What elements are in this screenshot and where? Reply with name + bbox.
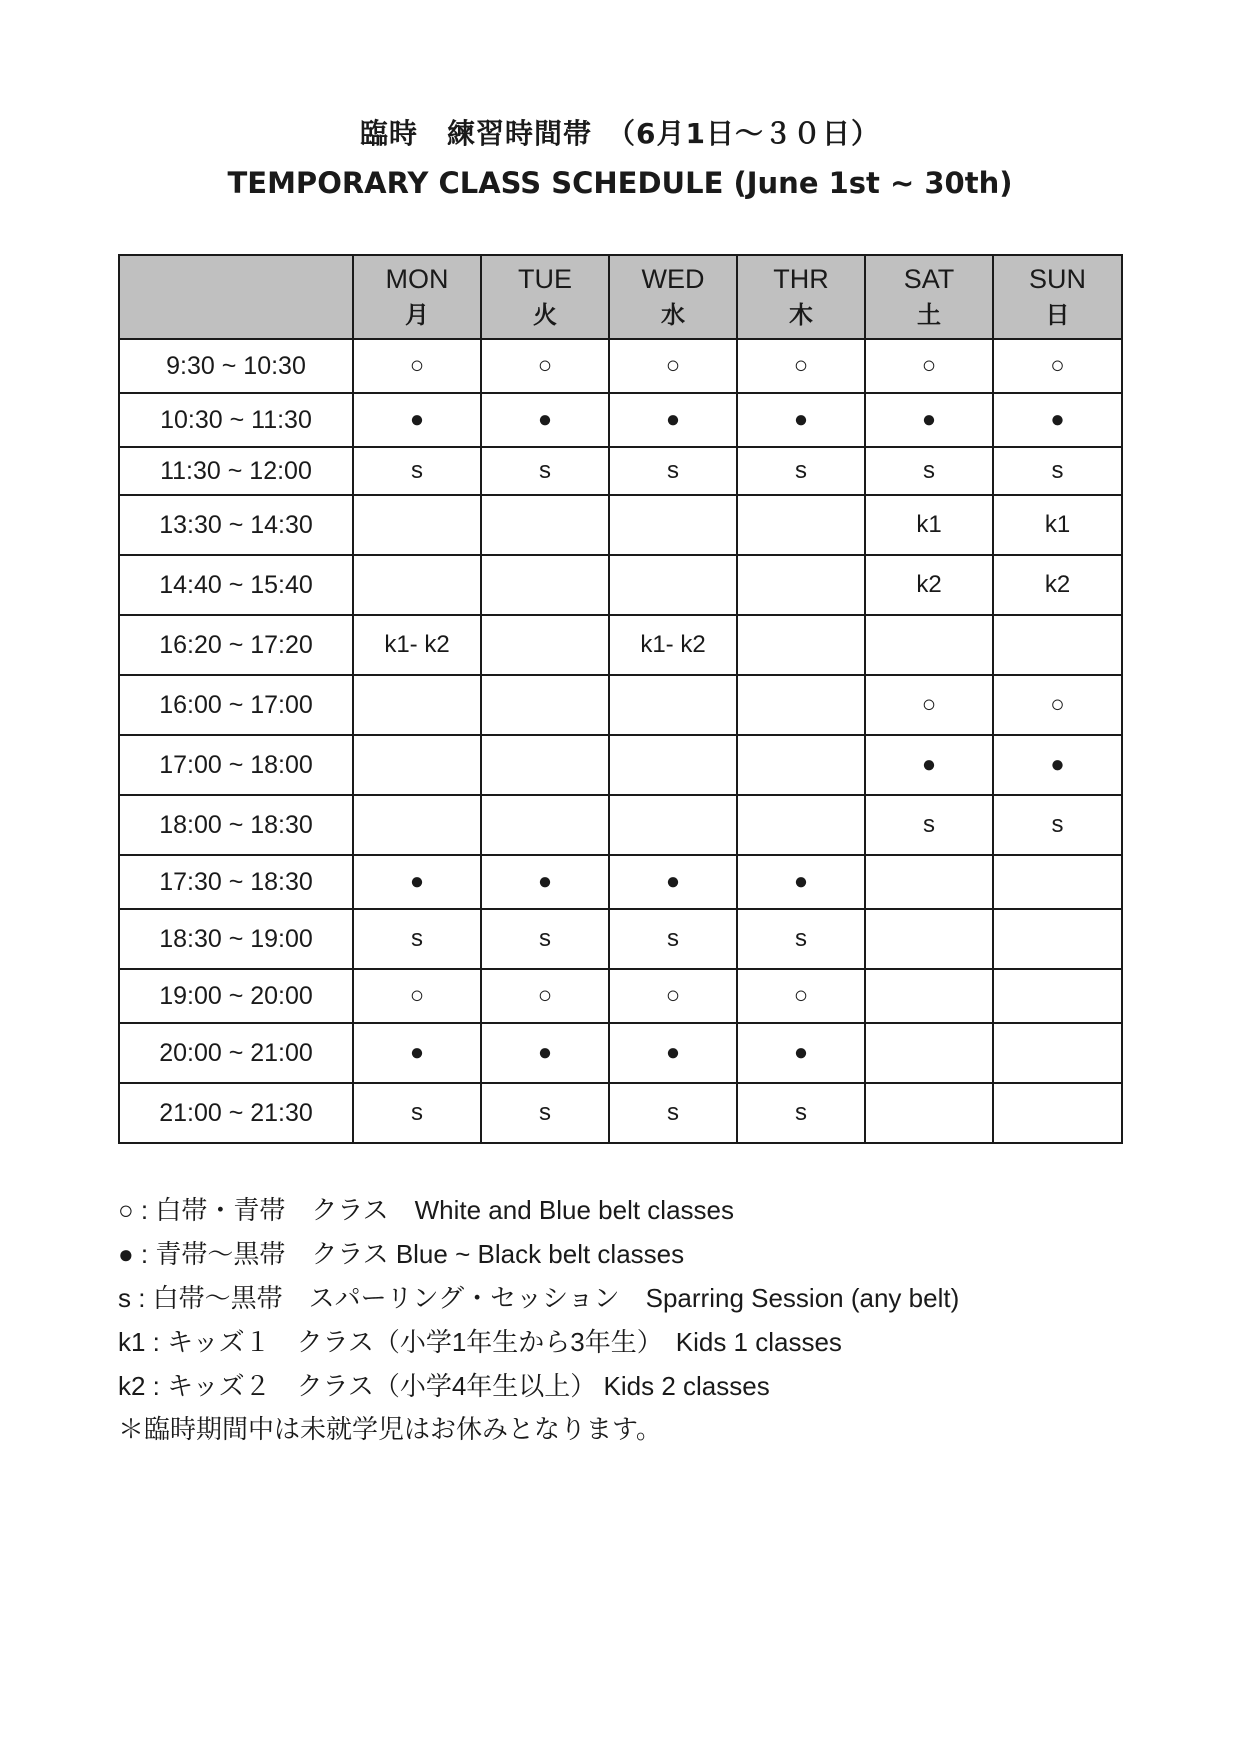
class-cell <box>609 555 737 615</box>
class-cell: ● <box>481 393 609 447</box>
class-cell: ● <box>353 855 481 909</box>
class-cell: ○ <box>353 339 481 393</box>
class-cell <box>865 615 993 675</box>
class-cell: k1 <box>993 495 1122 555</box>
class-cell: s <box>737 909 865 969</box>
page-title-japanese: 臨時 練習時間帯 （6月1日〜３０日） <box>360 117 880 150</box>
class-cell <box>993 969 1122 1023</box>
table-row <box>119 735 1122 795</box>
day-label-jp: 月 <box>405 301 429 329</box>
class-cell: ○ <box>481 339 609 393</box>
class-cell <box>353 735 481 795</box>
class-cell <box>481 675 609 735</box>
class-cell <box>993 615 1122 675</box>
class-cell <box>737 495 865 555</box>
page-title-english: TEMPORARY CLASS SCHEDULE (June 1st ~ 30th) <box>227 166 1013 200</box>
class-cell <box>481 795 609 855</box>
class-cell: s <box>865 447 993 495</box>
table-row <box>119 675 1122 735</box>
time-slot-cell: 11:30 ~ 12:00 <box>119 447 353 495</box>
table-row <box>119 495 1122 555</box>
header-corner-cell <box>119 255 353 339</box>
class-cell: ● <box>609 1023 737 1083</box>
table-header-row <box>119 255 1122 339</box>
class-cell: k2 <box>993 555 1122 615</box>
time-slot-cell: 9:30 ~ 10:30 <box>119 339 353 393</box>
time-slot-cell: 16:00 ~ 17:00 <box>119 675 353 735</box>
table-row <box>119 393 1122 447</box>
class-cell: s <box>609 1083 737 1143</box>
class-cell <box>353 795 481 855</box>
class-cell <box>993 1083 1122 1143</box>
table-row <box>119 909 1122 969</box>
class-cell <box>737 615 865 675</box>
class-cell: ● <box>737 1023 865 1083</box>
class-cell: s <box>737 447 865 495</box>
class-cell <box>737 675 865 735</box>
header-day-thr <box>737 255 865 339</box>
class-cell: s <box>993 447 1122 495</box>
class-cell: ○ <box>609 339 737 393</box>
class-cell <box>481 555 609 615</box>
class-cell: s <box>353 447 481 495</box>
time-slot-cell: 18:30 ~ 19:00 <box>119 909 353 969</box>
day-label-jp: 水 <box>661 301 685 329</box>
class-cell: ○ <box>353 969 481 1023</box>
time-slot-cell: 16:20 ~ 17:20 <box>119 615 353 675</box>
class-cell: ○ <box>993 339 1122 393</box>
day-label-en: THR <box>773 264 829 294</box>
class-cell <box>865 969 993 1023</box>
class-cell <box>865 855 993 909</box>
class-cell: k1- k2 <box>353 615 481 675</box>
time-slot-cell: 14:40 ~ 15:40 <box>119 555 353 615</box>
class-cell: ○ <box>993 675 1122 735</box>
class-cell: s <box>609 447 737 495</box>
table-row <box>119 447 1122 495</box>
class-cell: s <box>993 795 1122 855</box>
header-day-mon <box>353 255 481 339</box>
class-cell: s <box>481 447 609 495</box>
class-cell: ● <box>993 735 1122 795</box>
time-slot-cell: 20:00 ~ 21:00 <box>119 1023 353 1083</box>
table-row <box>119 795 1122 855</box>
legend <box>118 1188 1118 1452</box>
class-cell: ○ <box>737 339 865 393</box>
table-row <box>119 615 1122 675</box>
class-cell: ● <box>609 393 737 447</box>
legend-item-blue-black: ● : 青帯〜黒帯 クラス Blue ~ Black belt classes <box>118 1239 685 1269</box>
schedule-table <box>118 254 1123 1144</box>
day-label-en: SAT <box>903 264 955 294</box>
legend-item-white-blue: ○ : 白帯・青帯 クラス White and Blue belt classes <box>118 1195 734 1225</box>
table-row <box>119 855 1122 909</box>
day-label-en: SUN <box>1028 264 1086 294</box>
time-slot-cell: 10:30 ~ 11:30 <box>119 393 353 447</box>
class-cell <box>737 795 865 855</box>
table-row <box>119 1023 1122 1083</box>
class-cell: s <box>737 1083 865 1143</box>
class-cell: ● <box>865 393 993 447</box>
legend-note-preschool: ＊臨時期間中は未就学児はお休みとなります。 <box>118 1415 662 1445</box>
day-label-jp: 土 <box>917 301 941 329</box>
time-slot-cell: 13:30 ~ 14:30 <box>119 495 353 555</box>
class-cell <box>481 615 609 675</box>
class-cell <box>353 555 481 615</box>
class-cell: s <box>609 909 737 969</box>
class-cell: ● <box>353 1023 481 1083</box>
class-cell <box>865 1083 993 1143</box>
class-cell <box>993 1023 1122 1083</box>
class-cell: ○ <box>481 969 609 1023</box>
time-slot-cell: 19:00 ~ 20:00 <box>119 969 353 1023</box>
class-cell: s <box>353 909 481 969</box>
class-cell: ○ <box>865 675 993 735</box>
class-cell: s <box>865 795 993 855</box>
header-day-sun <box>993 255 1122 339</box>
class-cell <box>865 1023 993 1083</box>
class-cell <box>353 675 481 735</box>
day-label-en: TUE <box>518 264 572 294</box>
class-cell <box>481 495 609 555</box>
class-cell: k2 <box>865 555 993 615</box>
day-label-en: MON <box>385 264 449 294</box>
class-cell: ● <box>737 393 865 447</box>
class-cell <box>353 495 481 555</box>
class-cell: ● <box>481 855 609 909</box>
class-cell: s <box>481 1083 609 1143</box>
class-cell: ○ <box>609 969 737 1023</box>
time-slot-cell: 17:00 ~ 18:00 <box>119 735 353 795</box>
time-slot-cell: 18:00 ~ 18:30 <box>119 795 353 855</box>
class-cell <box>737 555 865 615</box>
legend-item-kids-2: k2 : キッズ２ クラス（小学4年生以上） Kids 2 classes <box>118 1371 770 1401</box>
class-cell: ○ <box>865 339 993 393</box>
class-cell: ● <box>737 855 865 909</box>
class-cell: ● <box>609 855 737 909</box>
class-cell: ○ <box>737 969 865 1023</box>
class-cell: ● <box>993 393 1122 447</box>
class-cell <box>609 735 737 795</box>
class-cell: k1- k2 <box>609 615 737 675</box>
legend-item-kids-1: k1 : キッズ１ クラス（小学1年生から3年生） Kids 1 classes <box>118 1327 842 1357</box>
legend-item-sparring: s : 白帯〜黒帯 スパーリング・セッション Sparring Session (any belt) <box>118 1283 960 1313</box>
time-slot-cell: 21:00 ~ 21:30 <box>119 1083 353 1143</box>
class-cell <box>609 675 737 735</box>
class-cell <box>865 909 993 969</box>
class-cell: k1 <box>865 495 993 555</box>
table-row <box>119 969 1122 1023</box>
class-cell <box>993 909 1122 969</box>
day-label-jp: 日 <box>1045 301 1070 329</box>
table-row <box>119 1083 1122 1143</box>
header-day-sat <box>865 255 993 339</box>
class-cell: ● <box>353 393 481 447</box>
header-day-tue <box>481 255 609 339</box>
table-row <box>119 339 1122 393</box>
day-label-jp: 火 <box>533 301 557 329</box>
time-slot-cell: 17:30 ~ 18:30 <box>119 855 353 909</box>
class-cell <box>481 735 609 795</box>
class-cell: ● <box>481 1023 609 1083</box>
header-day-wed <box>609 255 737 339</box>
class-cell: s <box>353 1083 481 1143</box>
table-row <box>119 555 1122 615</box>
class-cell <box>993 855 1122 909</box>
class-cell: ● <box>865 735 993 795</box>
day-label-en: WED <box>641 264 705 294</box>
class-cell <box>609 495 737 555</box>
day-label-jp: 木 <box>789 301 813 329</box>
class-cell <box>737 735 865 795</box>
class-cell: s <box>481 909 609 969</box>
class-cell <box>609 795 737 855</box>
